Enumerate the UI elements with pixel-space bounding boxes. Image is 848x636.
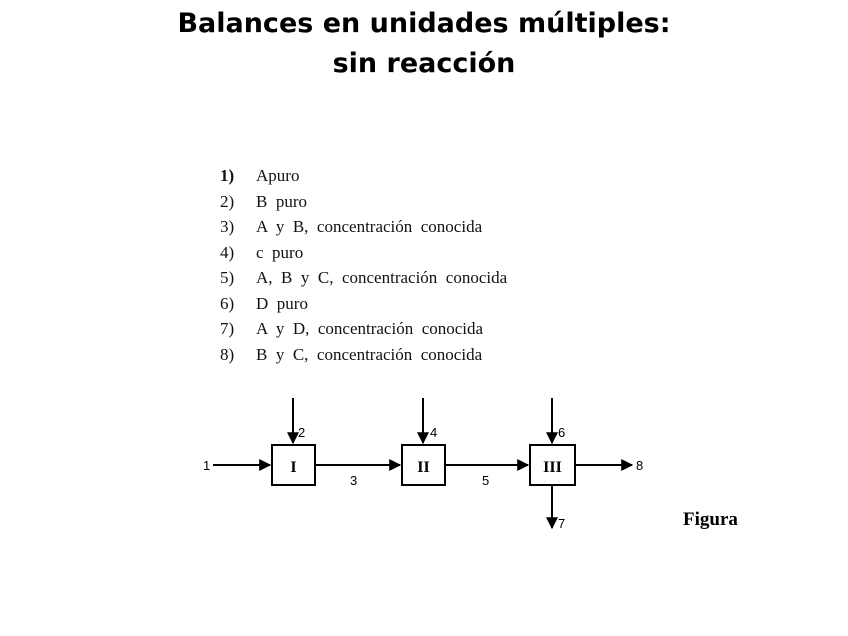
stream-item: 7) A y D, concentración conocida	[220, 319, 484, 338]
stream-item: 5) A, B y C, concentración conocida	[220, 268, 508, 287]
stream-8-label: 8	[636, 458, 644, 473]
stream-6-label: 6	[558, 425, 566, 440]
unit-label-ii: II	[417, 459, 430, 476]
stream-4-label: 4	[430, 425, 438, 440]
title-line-1: Balances en unidades múltiples:	[177, 8, 671, 39]
title-line-2: sin reacción	[332, 48, 516, 79]
unit-label-iii: III	[543, 459, 562, 476]
stream-5-label: 5	[482, 473, 490, 488]
stream-3-label: 3	[350, 473, 358, 488]
stream-7-label: 7	[558, 516, 566, 531]
stream-item: 1) Apuro	[220, 166, 300, 185]
stream-1-label: 1	[203, 458, 211, 473]
stream-item: 6) D puro	[220, 293, 308, 313]
stream-item: 3) A y B, concentración conocida	[220, 217, 483, 236]
figure-caption: Figura	[683, 509, 738, 530]
stream-2-label: 2	[298, 425, 306, 440]
stream-item: 4) c puro	[220, 242, 304, 262]
stream-item: 8) B y C, concentración conocida	[220, 344, 483, 364]
unit-label-i: I	[290, 459, 297, 476]
stream-item: 2) B puro	[220, 191, 307, 211]
